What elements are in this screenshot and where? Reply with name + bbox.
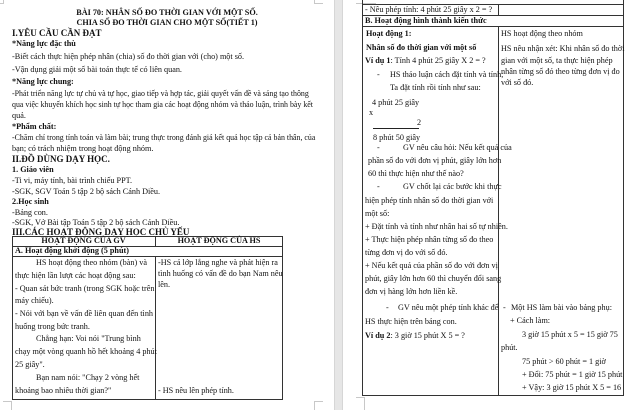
text-line: bạn; có trách nhiệm trong hoạt động nhóm.: [12, 144, 154, 153]
table-cell-text: máy chiếu).: [15, 296, 54, 305]
table-section-b: B. Hoạt động hình thành kiến thức: [365, 16, 487, 25]
calc-result: 8 phút 50 giây: [373, 133, 421, 142]
text-line: -Chăm chỉ trong tính toán và làm bài; trung thực trong đánh giá kết quả học tập cả bản thân, của: [12, 133, 316, 142]
table-cell-text: + Cách làm:: [510, 316, 551, 325]
text-line: -Vận dụng giải một số bài toán thực tế có liên quan.: [12, 65, 182, 74]
section-heading-materials: II.ĐỒ DÙNG DẠY HỌC.: [12, 154, 110, 164]
text-line: -SGK, SGV Toán 5 tập 2 bộ sách Cánh Diều.: [12, 187, 161, 196]
crop-mark: [314, 0, 323, 4]
table-cell-text: Ta đặt tính rồi tính như sau:: [390, 83, 481, 92]
table-cell-text: hiện phép tính nhân số đo thời gian với: [365, 196, 494, 205]
table-cell-text: phút.: [501, 343, 518, 352]
table-cell-text: 60 thì thực hiện như thế nào?: [368, 169, 464, 178]
crop-mark: [3, 401, 12, 410]
text-line: -Bảng con.: [12, 208, 48, 217]
activity-1-title: Hoạt động 1:: [366, 29, 412, 38]
table-cell-text: GV chốt lại các bước khi thực: [403, 182, 502, 191]
calc-multiplicand: 4 phút 25 giây: [372, 98, 420, 107]
table-column-divider: [498, 26, 499, 396]
text-line: -SGK, Vở Bài tập Toán 5 tập 2 bộ sách Cánh Diều.: [12, 218, 180, 227]
table-cell-text: - HS nêu lên phép tính.: [158, 386, 234, 395]
text-line: -Ti vi, máy tính, bài trình chiếu PPT.: [12, 176, 133, 185]
text-line: qua việc khuyến khích học sinh tự học tham gia các hoạt động nhóm và thảo luận, trình bày kết: [12, 100, 313, 109]
table-cell-text: Chẳng hạn: Voi nói "Trung bình: [36, 334, 141, 343]
table-header-teacher: HOẠT ĐỘNG CỦA GV: [41, 236, 126, 245]
table-cell-text: 3 giờ 15 phút x 5 = 15 giờ 75: [522, 330, 618, 339]
table-cell-text: HS nêu nhận xét: Khi nhân số đo thời: [501, 44, 625, 53]
subheading-teacher: 1. Giáo viên: [12, 165, 54, 174]
lesson-title-line2: CHIA SỐ ĐO THỜI GIAN CHO MỘT SỐ(TIẾT 1): [76, 18, 258, 27]
bullet-dash: -: [386, 303, 389, 312]
table-cell-text: HS thảo luận cách đặt tính và tính;: [390, 70, 504, 79]
section-heading-activities: III.CÁC HOẠT ĐỘNG DẠY HỌC CHỦ YẾU: [12, 227, 190, 237]
document-page-right: [343, 0, 640, 410]
bullet-dash: -: [377, 182, 380, 191]
table-cell-text: + Thực hiện phép nhân từng số đo theo: [365, 235, 494, 244]
example-2-text: : 3 giờ 15 phút X 5 = ?: [390, 331, 465, 340]
page-gutter: [334, 0, 343, 410]
crop-mark: [0, 0, 4, 4]
subheading-qualities: *Phẩm chất:: [12, 122, 57, 131]
bullet-dash: -: [377, 70, 380, 79]
table-cell-text: 25 giây".: [15, 360, 45, 369]
table-cell-text: từng đơn vị đo với số đó.: [365, 248, 448, 257]
table-cell-text: HS hoạt động theo nhóm: [501, 29, 583, 38]
table-cell-text: + Vậy: 3 giờ 15 phút X 5 = 16: [522, 383, 622, 392]
table-cell-text: một số:: [365, 209, 390, 218]
calc-underline: [373, 128, 419, 129]
crop-mark: [314, 401, 323, 410]
table-cell-text: + Đổi: 75 phút = 1 giờ 15 phút: [522, 370, 623, 379]
table-cell-text: đơn vị hàng lớn hơn liền kề.: [365, 287, 458, 296]
table-cell-text: HS hoạt động theo nhóm (bàn) và: [36, 258, 147, 267]
table-column-divider: [155, 256, 156, 400]
subheading-general-competence: *Năng lực chung:: [12, 77, 74, 86]
lesson-title-line1: BÀI 70: NHÂN SỐ ĐO THỜI GIAN VỚI MỘT SỐ.: [76, 8, 258, 17]
table-row-divider: [12, 256, 283, 257]
table-cell-text: với số đó.: [501, 78, 534, 87]
table-cell-text: 75 phút > 60 phút = 1 giờ: [522, 357, 606, 366]
table-cell-text: Bạn nam nói: "Chạy 2 vòng hết: [36, 373, 140, 382]
table-cell-text: - Quan sát bức tranh (trong SGK hoặc trên: [15, 284, 155, 293]
activity-1-subtitle: Nhân số đo thời gian với một số: [366, 43, 477, 52]
subheading-specific-competence: *Năng lực đặc thù: [12, 39, 76, 48]
bullet-dash: -: [503, 303, 506, 312]
section-heading-requirements: I.YÊU CẦU CẦN ĐẠT: [12, 28, 102, 38]
bullet-dash: -: [377, 143, 380, 152]
table-cell-text: -HS cả lớp lắng nghe và phát hiện ra: [158, 258, 278, 267]
example-1: [365, 56, 486, 66]
text-line: -Biết cách thực hiện phép nhân (chia) số đo thời gian với (cho) một số.: [12, 52, 245, 61]
table-cell-text: gian với một số, ta thực hiện phép: [501, 56, 613, 65]
subheading-student: 2.Học sinh: [12, 197, 49, 206]
table-row-divider: [362, 26, 624, 27]
table-cell-text: GV nêu một phép tính khác để: [398, 303, 499, 312]
table-cell-text: phút, giây lớn hơn 60 thì chuyển đổi sang: [365, 274, 502, 283]
table-cell-text: thực hiện lần lượt các hoạt động sau:: [15, 271, 136, 280]
table-cell-text: nhân từng số đó theo từng đơn vị đo: [501, 67, 620, 76]
table-cell-text: huống trong bức tranh.: [15, 322, 90, 331]
text-line: quả.: [12, 111, 26, 120]
table-cell-text: chạy một vòng quanh hồ hết khoảng 4 phút: [15, 347, 157, 356]
table-cell-text: phần số đo với đơn vị phút, giây lớn hơn: [368, 156, 502, 165]
table-cell-text: Một HS làm bài vào bảng phụ:: [511, 303, 612, 312]
example-2: [365, 331, 465, 341]
table-cell-text: - Nói với bạn về vấn đề liên quan đến tình: [15, 309, 154, 318]
table-cell-text: + Nếu kết quả của phần số đo với đơn vị: [365, 261, 498, 270]
example-2-label: Ví dụ 2: [365, 331, 391, 340]
table-cell-text: khoảng bao nhiêu thời gian?": [15, 386, 112, 395]
example-1-text: : Tính 4 phút 25 giây X 2 = ?: [390, 56, 486, 65]
calc-multiplier: 2: [417, 118, 422, 127]
table-cell-text: - Nêu phép tính: 4 phút 25 giây x 2 = ?: [365, 5, 493, 14]
table-column-divider: [498, 4, 499, 15]
table-cell-text: tình huống có vấn đề do bạn Nam nêu: [158, 269, 283, 278]
table-cell-text: HS thực hiện trên bảng con.: [365, 317, 457, 326]
table-header-student: HOẠT ĐỘNG CỦA HS: [177, 236, 261, 245]
table-section-a: A. Hoạt động khởi động (5 phút): [15, 246, 129, 255]
example-1-label: Ví dụ 1: [365, 56, 391, 65]
table-cell-text: lên.: [158, 280, 171, 289]
calc-operator: x: [369, 108, 374, 117]
crop-mark: [356, 397, 365, 410]
table-cell-text: GV nêu câu hỏi: Nếu kết quả của: [403, 143, 512, 152]
table-cell-text: + Đặt tính và tính như nhân hai số tự nhiên.: [365, 222, 508, 231]
text-line: -Phát triển năng lực tự chủ và tự học, giao tiếp và hợp tác, giải quyết vấn đề và sáng tạo thông: [12, 89, 309, 98]
